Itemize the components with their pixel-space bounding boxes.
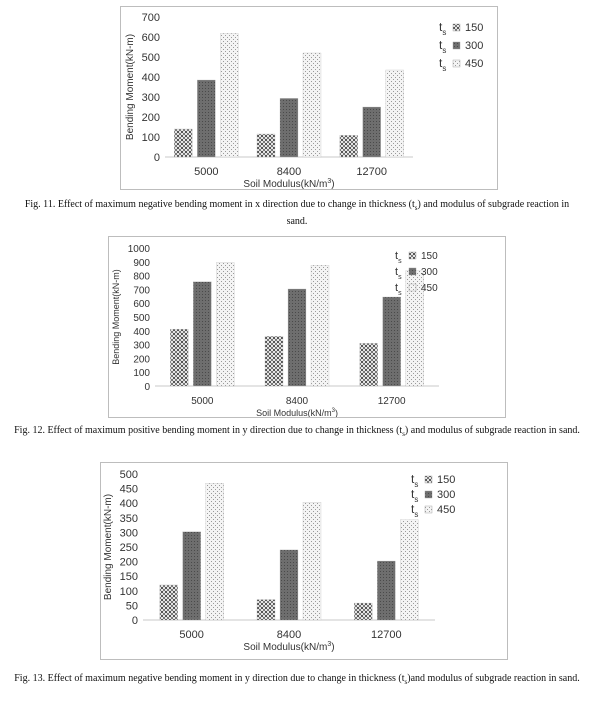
- legend-entry-300: [439, 38, 483, 55]
- figure-13-caption: [14, 672, 580, 689]
- x-tick-label: 8400: [276, 629, 302, 641]
- bar-450-8400: [311, 265, 329, 386]
- y-tick-label: 400: [141, 72, 160, 84]
- caption-11-text: Fig. 11. Effect of maximum negative bending moment in x direction due to change in thickness (t: [24, 199, 415, 210]
- chart-12-svg: [109, 237, 505, 417]
- x-tick-label: 5000: [194, 166, 219, 178]
- legend-entry-150: [411, 472, 455, 489]
- y-tick-label: 400: [133, 326, 150, 338]
- y-tick-label: 250: [119, 542, 138, 554]
- bar-450-12700: [386, 70, 404, 157]
- legend-prefix: $t_s$: [439, 38, 447, 55]
- legend-swatch: [453, 24, 460, 31]
- bar-300-12700: [377, 561, 395, 620]
- caption-13-sub: s: [404, 678, 408, 686]
- x-tick-label: 8400: [276, 166, 302, 178]
- bar-300-5000: [183, 532, 201, 620]
- x-tick-label: 12700: [377, 396, 406, 407]
- bar-300-5000: [197, 80, 215, 157]
- x-axis-title: Soil $Modulus(kN/m^3)$: [243, 641, 335, 653]
- y-tick-label: 300: [141, 92, 160, 104]
- legend-label: 450: [421, 283, 438, 294]
- y-tick-label: 300: [119, 527, 138, 540]
- bar-450-12700: [400, 520, 418, 620]
- bar-150-12700: [360, 343, 378, 386]
- y-tick-label: 500: [119, 469, 138, 481]
- bar-150-8400: [257, 600, 275, 620]
- legend-swatch: [453, 60, 460, 67]
- y-tick-label: 700: [133, 285, 150, 297]
- y-tick-label: 200: [119, 556, 138, 569]
- chart-11-svg: [121, 7, 497, 189]
- legend-prefix: $t_s$: [411, 472, 419, 489]
- y-tick-label: 100: [133, 368, 150, 380]
- caption-11-end: ) and modulus of subgrade reaction in sand.: [286, 199, 570, 227]
- legend-prefix: $t_s$: [439, 20, 447, 37]
- y-tick-label: 450: [119, 483, 138, 496]
- y-tick-label: 50: [125, 600, 138, 613]
- x-axis-title: Soil $Modulus(kN/m^3)$: [256, 408, 338, 417]
- bar-300-8400: [288, 289, 306, 386]
- chart-13-svg: [101, 463, 507, 659]
- y-tick-label: 1000: [127, 244, 150, 255]
- y-tick-label: 900: [133, 257, 150, 269]
- caption-13-end: )and modulus of subgrade reaction in sand.: [407, 673, 580, 684]
- bar-150-5000: [174, 129, 192, 157]
- bar-450-8400: [303, 502, 321, 620]
- y-tick-label: 0: [144, 382, 150, 393]
- y-tick-label: 0: [131, 615, 138, 627]
- legend-entry-450: [411, 502, 455, 519]
- bar-300-8400: [280, 550, 298, 620]
- legend-swatch: [409, 252, 416, 259]
- bar-300-8400: [280, 98, 298, 157]
- y-axis-title: Bending Moment(kN-m): [103, 493, 114, 601]
- figure-12-chart: [108, 236, 506, 418]
- y-tick-label: 100: [119, 585, 138, 598]
- caption-12-end: ) and modulus of subgrade reaction in sand.: [404, 425, 580, 436]
- y-tick-label: 100: [141, 132, 160, 144]
- legend-label: 300: [421, 267, 438, 278]
- y-axis-title: Bending Moment(kN-m): [111, 269, 121, 365]
- legend-entry-300: [411, 487, 455, 504]
- legend-entry-150: [395, 250, 438, 265]
- bar-450-5000: [220, 33, 238, 157]
- figure-12-caption: [14, 424, 580, 441]
- bar-150-8400: [265, 336, 283, 386]
- y-tick-label: 150: [119, 571, 138, 584]
- x-tick-label: 5000: [179, 629, 204, 641]
- legend-swatch: [409, 284, 416, 291]
- caption-12-sub: s: [402, 430, 405, 438]
- bar-450-8400: [303, 53, 321, 157]
- x-tick-label: 12700: [371, 629, 402, 641]
- legend-prefix: $t_s$: [411, 487, 419, 504]
- legend-swatch: [453, 42, 460, 49]
- y-tick-label: 600: [133, 299, 150, 311]
- bar-450-5000: [206, 483, 224, 620]
- caption-13-text: Fig. 13. Effect of maximum negative bending moment in y direction due to change in thickness (t: [14, 673, 405, 684]
- y-axis-title: Bending Moment(kN-m): [125, 33, 136, 141]
- y-tick-label: 200: [141, 112, 160, 124]
- legend-prefix: $t_s$: [395, 282, 402, 297]
- legend-swatch: [425, 506, 432, 513]
- legend-label: 300: [437, 489, 456, 501]
- y-tick-label: 700: [141, 12, 160, 24]
- legend-label: 300: [465, 40, 484, 52]
- bar-150-5000: [160, 585, 178, 620]
- legend-swatch: [409, 268, 416, 275]
- legend-prefix: $t_s$: [395, 266, 402, 281]
- y-tick-label: 800: [133, 271, 150, 283]
- bar-150-12700: [340, 135, 358, 157]
- figure-13-chart: [100, 462, 508, 660]
- x-tick-label: 8400: [285, 396, 309, 407]
- y-tick-label: 300: [133, 340, 150, 352]
- bar-450-5000: [216, 262, 234, 386]
- legend-entry-450: [439, 56, 483, 73]
- y-tick-label: 500: [133, 313, 150, 324]
- figure-11-caption: [14, 198, 580, 228]
- x-tick-label: 12700: [356, 166, 387, 178]
- x-axis-title: Soil $Modulus(kN/m^3)$: [243, 178, 335, 189]
- bar-150-5000: [170, 329, 188, 386]
- bar-150-8400: [257, 134, 275, 157]
- caption-11-sub: s: [414, 204, 418, 212]
- caption-12-text: Fig. 12. Effect of maximum positive bending moment in y direction due to change in thickness (t: [14, 425, 403, 436]
- legend-label: 150: [437, 474, 456, 486]
- y-tick-label: 400: [119, 498, 138, 511]
- y-tick-label: 200: [133, 354, 150, 366]
- bar-300-12700: [383, 297, 401, 386]
- legend-label: 150: [465, 22, 484, 34]
- y-tick-label: 350: [119, 512, 138, 525]
- legend-label: 450: [437, 504, 456, 516]
- legend-entry-150: [439, 20, 483, 37]
- x-tick-label: 5000: [191, 396, 214, 407]
- legend-prefix: $t_s$: [411, 502, 419, 519]
- bar-300-5000: [193, 282, 211, 386]
- legend-label: 450: [465, 58, 484, 70]
- bar-150-12700: [354, 603, 372, 620]
- legend-prefix: $t_s$: [395, 250, 402, 265]
- bar-300-12700: [363, 107, 381, 157]
- figure-11-chart: [120, 6, 498, 190]
- legend-swatch: [425, 491, 432, 498]
- y-tick-label: 600: [141, 32, 160, 44]
- legend-swatch: [425, 476, 432, 483]
- y-tick-label: 0: [153, 152, 160, 164]
- legend-prefix: $t_s$: [439, 56, 447, 73]
- legend-label: 150: [421, 251, 438, 262]
- y-tick-label: 500: [141, 52, 160, 64]
